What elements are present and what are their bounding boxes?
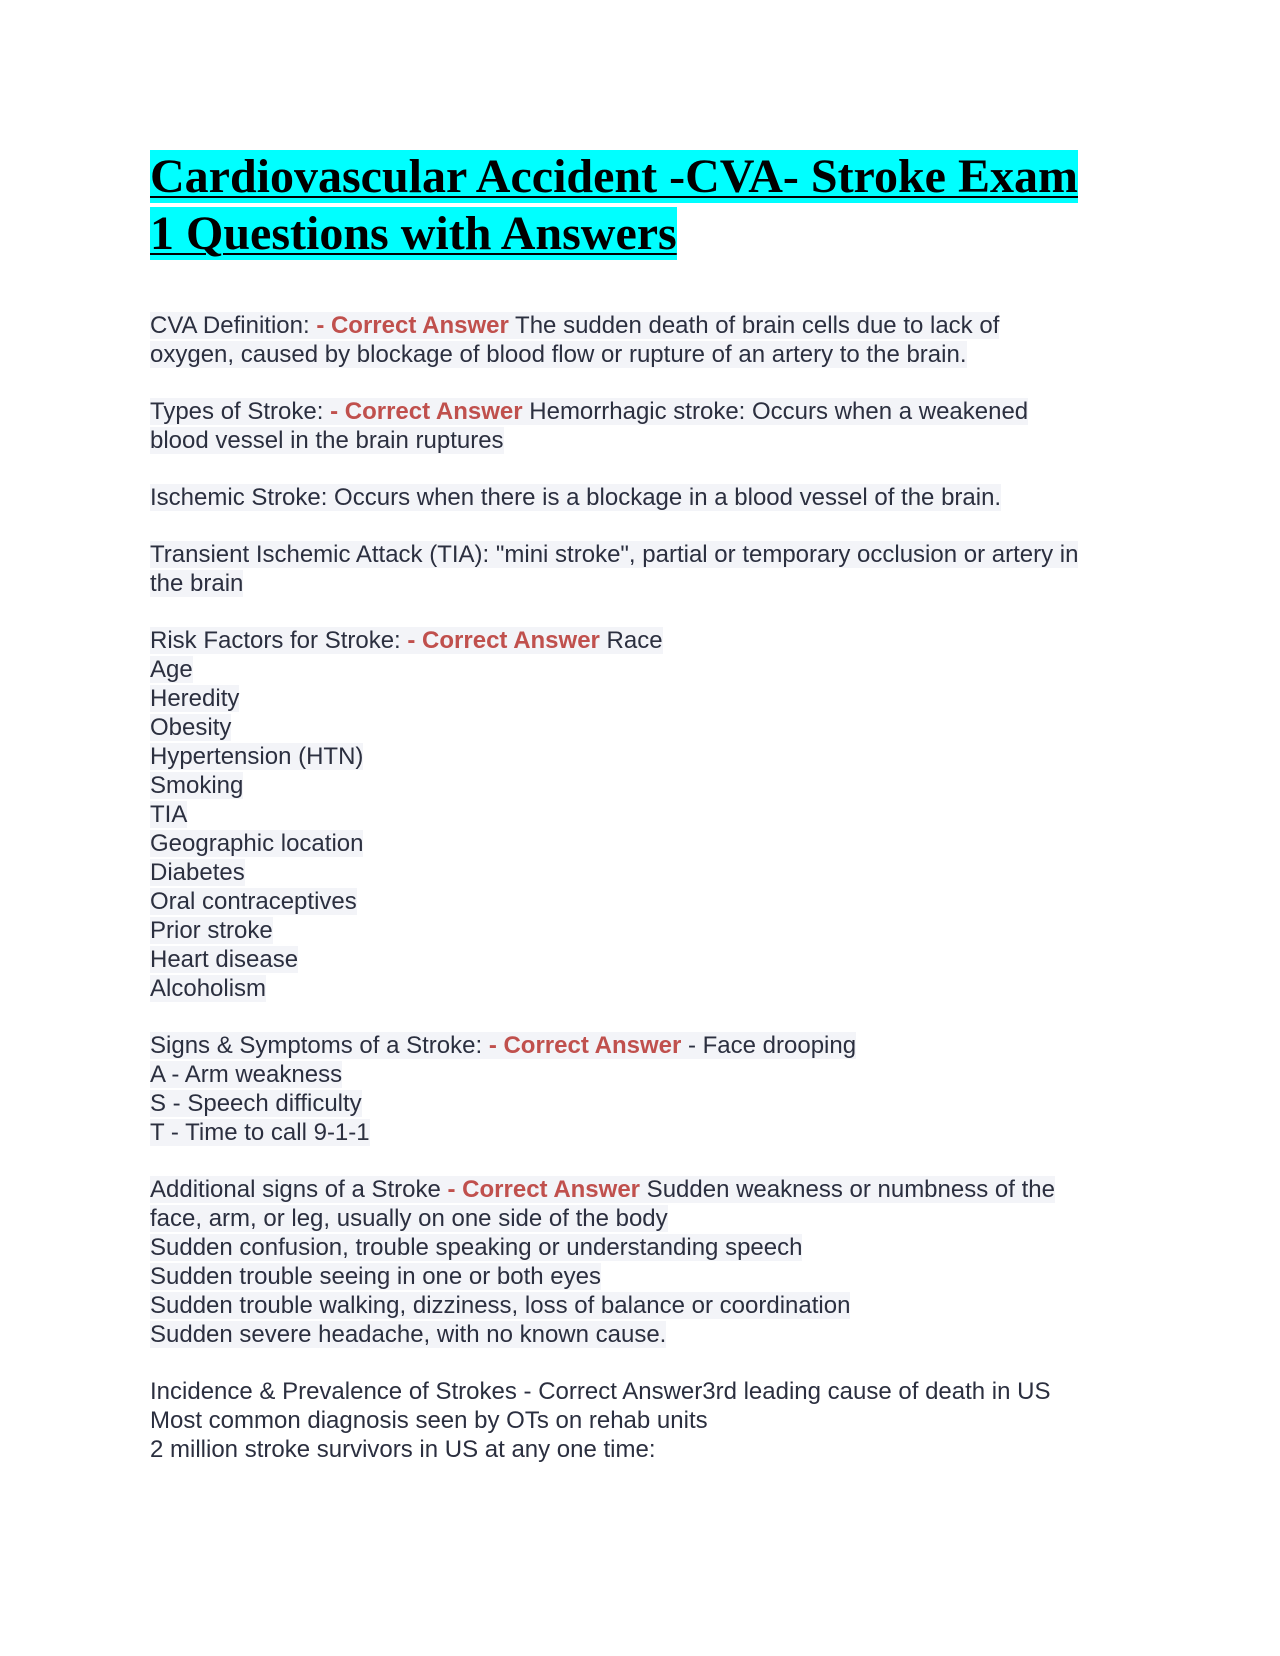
answer-text: The sudden death of brain cells due to lack of [508,312,1000,339]
tia-text: the brain [150,570,244,597]
answer-text: - Face drooping [681,1032,857,1059]
list-item: Prior stroke [150,917,273,944]
list-item: Diabetes [150,859,245,886]
answer-text: Race [599,627,663,654]
question-types-of-stroke: Types of Stroke: [150,398,331,425]
incidence-line: Incidence & Prevalence of Strokes - Correct Answer3rd leading cause of death in US [150,1378,1051,1405]
answer-text: blood vessel in the brain ruptures [150,427,504,454]
list-item: Alcoholism [150,975,267,1002]
qa-types-of-stroke [150,397,1135,455]
tia-paragraph [150,540,1135,598]
title-line-1: Cardiovascular Accident -CVA- Stroke Exam [150,150,1078,203]
list-item: TIA [150,801,188,828]
incidence-line: 2 million stroke survivors in US at any one time: [150,1436,656,1463]
list-item: Sudden confusion, trouble speaking or understanding speech [150,1234,803,1261]
qa-additional-signs [150,1175,1135,1349]
incidence-paragraph [150,1377,1135,1464]
list-item: Heredity [150,685,240,712]
list-item: Obesity [150,714,232,741]
correct-answer-label: - Correct Answer [447,1176,641,1203]
qa-signs-symptoms [150,1031,1135,1147]
answer-text: face, arm, or leg, usually on one side of the body [150,1205,668,1232]
answer-text: Hemorrhagic stroke: Occurs when a weakened [522,398,1029,425]
answer-text: Sudden weakness or numbness of the [640,1176,1055,1203]
document-body [150,311,1135,1464]
answer-text: oxygen, caused by blockage of blood flow or rupture of an artery to the brain. [150,341,967,368]
list-item: Oral contraceptives [150,888,357,915]
question-risk-factors: Risk Factors for Stroke: [150,627,408,654]
list-item: T - Time to call 9-1-1 [150,1119,370,1146]
tia-text: Transient Ischemic Attack (TIA): "mini stroke", partial or temporary occlusion or artery in [150,541,1079,568]
ischemic-stroke-text: Ischemic Stroke: Occurs when there is a blockage in a blood vessel of the brain. [150,484,1002,511]
qa-cva-definition [150,311,1135,369]
list-item: Geographic location [150,830,364,857]
correct-answer-label: - Correct Answer [330,398,523,425]
qa-risk-factors [150,626,1135,1003]
document-page [150,148,1135,1492]
title-line-2: 1 Questions with Answers [150,207,677,260]
list-item: Heart disease [150,946,299,973]
list-item: Age [150,656,193,683]
list-item: Smoking [150,772,244,799]
correct-answer-label: - Correct Answer [488,1032,682,1059]
ischemic-stroke-paragraph [150,483,1135,512]
question-signs-symptoms: Signs & Symptoms of a Stroke: [150,1032,489,1059]
list-item: A - Arm weakness [150,1061,343,1088]
document-title [150,148,1135,262]
incidence-line: Most common diagnosis seen by OTs on rehab units [150,1407,708,1434]
list-item: Sudden severe headache, with no known cause. [150,1321,667,1348]
question-cva-definition: CVA Definition: [150,312,317,339]
correct-answer-label: - Correct Answer [407,627,600,654]
correct-answer-label: - Correct Answer [316,312,509,339]
list-item: S - Speech difficulty [150,1090,362,1117]
list-item: Sudden trouble walking, dizziness, loss of balance or coordination [150,1292,851,1319]
question-additional-signs: Additional signs of a Stroke [150,1176,448,1203]
list-item: Sudden trouble seeing in one or both eyes [150,1263,601,1290]
list-item: Hypertension (HTN) [150,743,364,770]
